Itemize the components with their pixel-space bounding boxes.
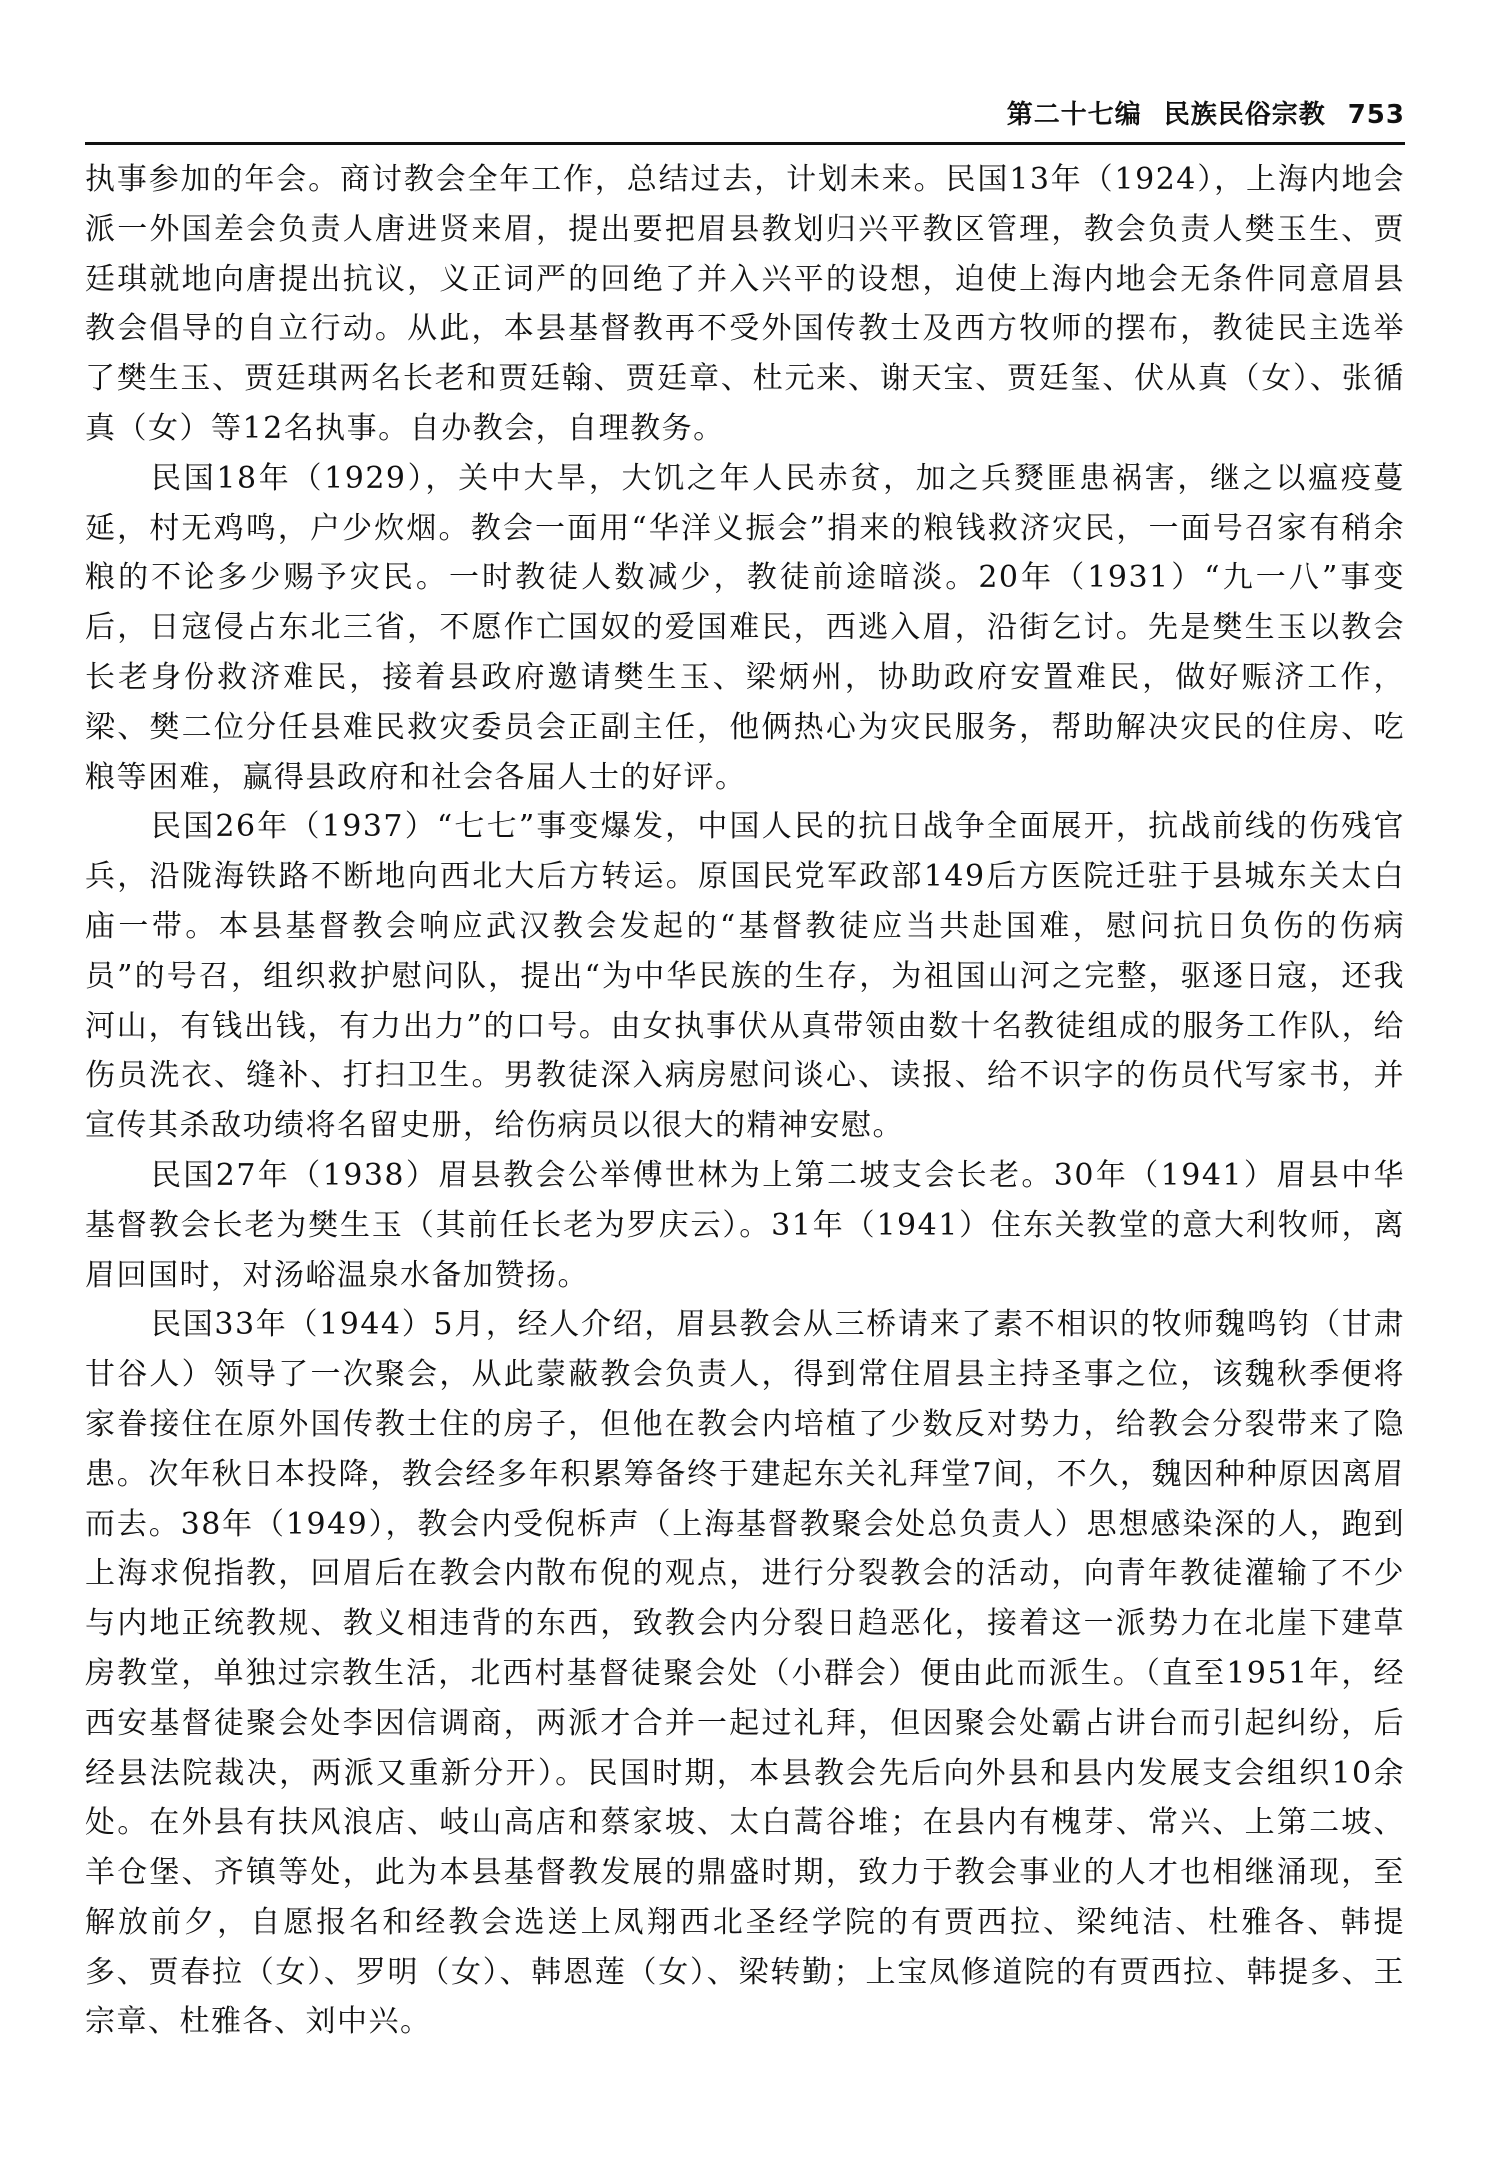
page-header <box>85 90 1405 145</box>
paragraph: 民国26年（1937）“七七”事变爆发，中国人民的抗日战争全面展开，抗战前线的伤残官兵，沿陇海铁路不断地向西北大后方转运。原国民党军政部149后方医院迁驻于县城东关太白庙一带。本县基督教会响应武汉教会发起的“基督教徒应当共赴国难，慰问抗日负伤的伤病员”的号召，组织救护慰问队，提出“为中华民族的生存，为祖国山河之完整，驱逐日寇，还我河山，有钱出钱，有力出力”的口号。由女执事伏从真带领由数十名教徒组成的服务工作队，给伤员洗衣、缝补、打扫卫生。男教徒深入病房慰问谈心、读报、给不识字的伤员代写家书，并宣传其杀敌功绩将名留史册，给伤病员以很大的精神安慰。 <box>85 809 1405 1144</box>
paragraph-continued: 执事参加的年会。商讨教会全年工作，总结过去，计划未来。民国13年（1924），上海内地会派一外国差会负责人唐进贤来眉，提出要把眉县教划归兴平教区管理，教会负责人樊玉生、贾廷琪就地向唐提出抗议，义正词严的回绝了并入兴平的设想，迫使上海内地会无条件同意眉县教会倡导的自立行动。从此，本县基督教再不受外国传教士及西方牧师的摆布，教徒民主选举了樊生玉、贾廷琪两名长老和贾廷翰、贾廷章、杜元来、谢天宝、贾廷玺、伏从真（女）、张循真（女）等12名执事。自办教会，自理教务。 <box>85 162 1405 446</box>
chapter-title: 民族民俗宗教 <box>1163 100 1326 130</box>
body-text <box>85 155 1405 2047</box>
page-number: 753 <box>1347 100 1405 130</box>
running-head <box>1007 94 1405 131</box>
paragraph: 民国18年（1929），关中大旱，大饥之年人民赤贫，加之兵燹匪患祸害，继之以瘟疫蔓延，村无鸡鸣，户少炊烟。教会一面用“华洋义振会”捐来的粮钱救济灾民，一面号召家有稍余粮的不论多少赐予灾民。一时教徒人数减少，教徒前途暗淡。20年（1931）“九一八”事变后，日寇侵占东北三省，不愿作亡国奴的爱国难民，西逃入眉，沿街乞讨。先是樊生玉以教会长老身份救济难民，接着县政府邀请樊生玉、梁炳州，协助政府安置难民，做好赈济工作，梁、樊二位分任县难民救灾委员会正副主任，他俩热心为灾民服务，帮助解决灾民的住房、吃粮等困难，赢得县政府和社会各届人士的好评。 <box>85 460 1405 795</box>
paragraph: 民国33年（1944）5月，经人介绍，眉县教会从三桥请来了素不相识的牧师魏鸣钧（甘肃甘谷人）领导了一次聚会，从此蒙蔽教会负责人，得到常住眉县主持圣事之位，该魏秋季便将家眷接住在原外国传教士住的房子，但他在教会内培植了少数反对势力，给教会分裂带来了隐患。次年秋日本投降，教会经多年积累筹备终于建起东关礼拜堂7间，不久，魏因种种原因离眉而去。38年（1949），教会内受倪柝声（上海基督教聚会处总负责人）思想感染深的人，跑到上海求倪指教，回眉后在教会内散布倪的观点，进行分裂教会的活动，向青年教徒灌输了不少与内地正统教规、教义相违背的东西，致教会内分裂日趋恶化，接着这一派势力在北崖下建草房教堂，单独过宗教生活，北西村基督徒聚会处（小群会）便由此而派生。（直至1951年，经西安基督徒聚会处李因信调商，两派才合并一起过礼拜，但因聚会处霸占讲台而引起纠纷，后经县法院裁决，两派又重新分开）。民国时期，本县教会先后向外县和县内发展支会组织10余处。在外县有扶风浪店、岐山高店和蔡家坡、太白蒿谷堆；在县内有槐芽、常兴、上第二坡、羊仓堡、齐镇等处，此为本县基督教发展的鼎盛时期，致力于教会事业的人才也相继涌现，至解放前夕，自愿报名和经教会选送上凤翔西北圣经学院的有贾西拉、梁纯洁、杜雅各、韩提多、贾春拉（女）、罗明（女）、韩恩莲（女）、梁转勤；上宝凤修道院的有贾西拉、韩提多、王宗章、杜雅各、刘中兴。 <box>85 1307 1405 2040</box>
paragraph: 民国27年（1938）眉县教会公举傅世林为上第二坡支会长老。30年（1941）眉县中华基督教会长老为樊生玉（其前任长老为罗庆云）。31年（1941）住东关教堂的意大利牧师，离眉回国时，对汤峪温泉水备加赞扬。 <box>85 1157 1405 1293</box>
section-title: 第二十七编 <box>1006 100 1142 130</box>
